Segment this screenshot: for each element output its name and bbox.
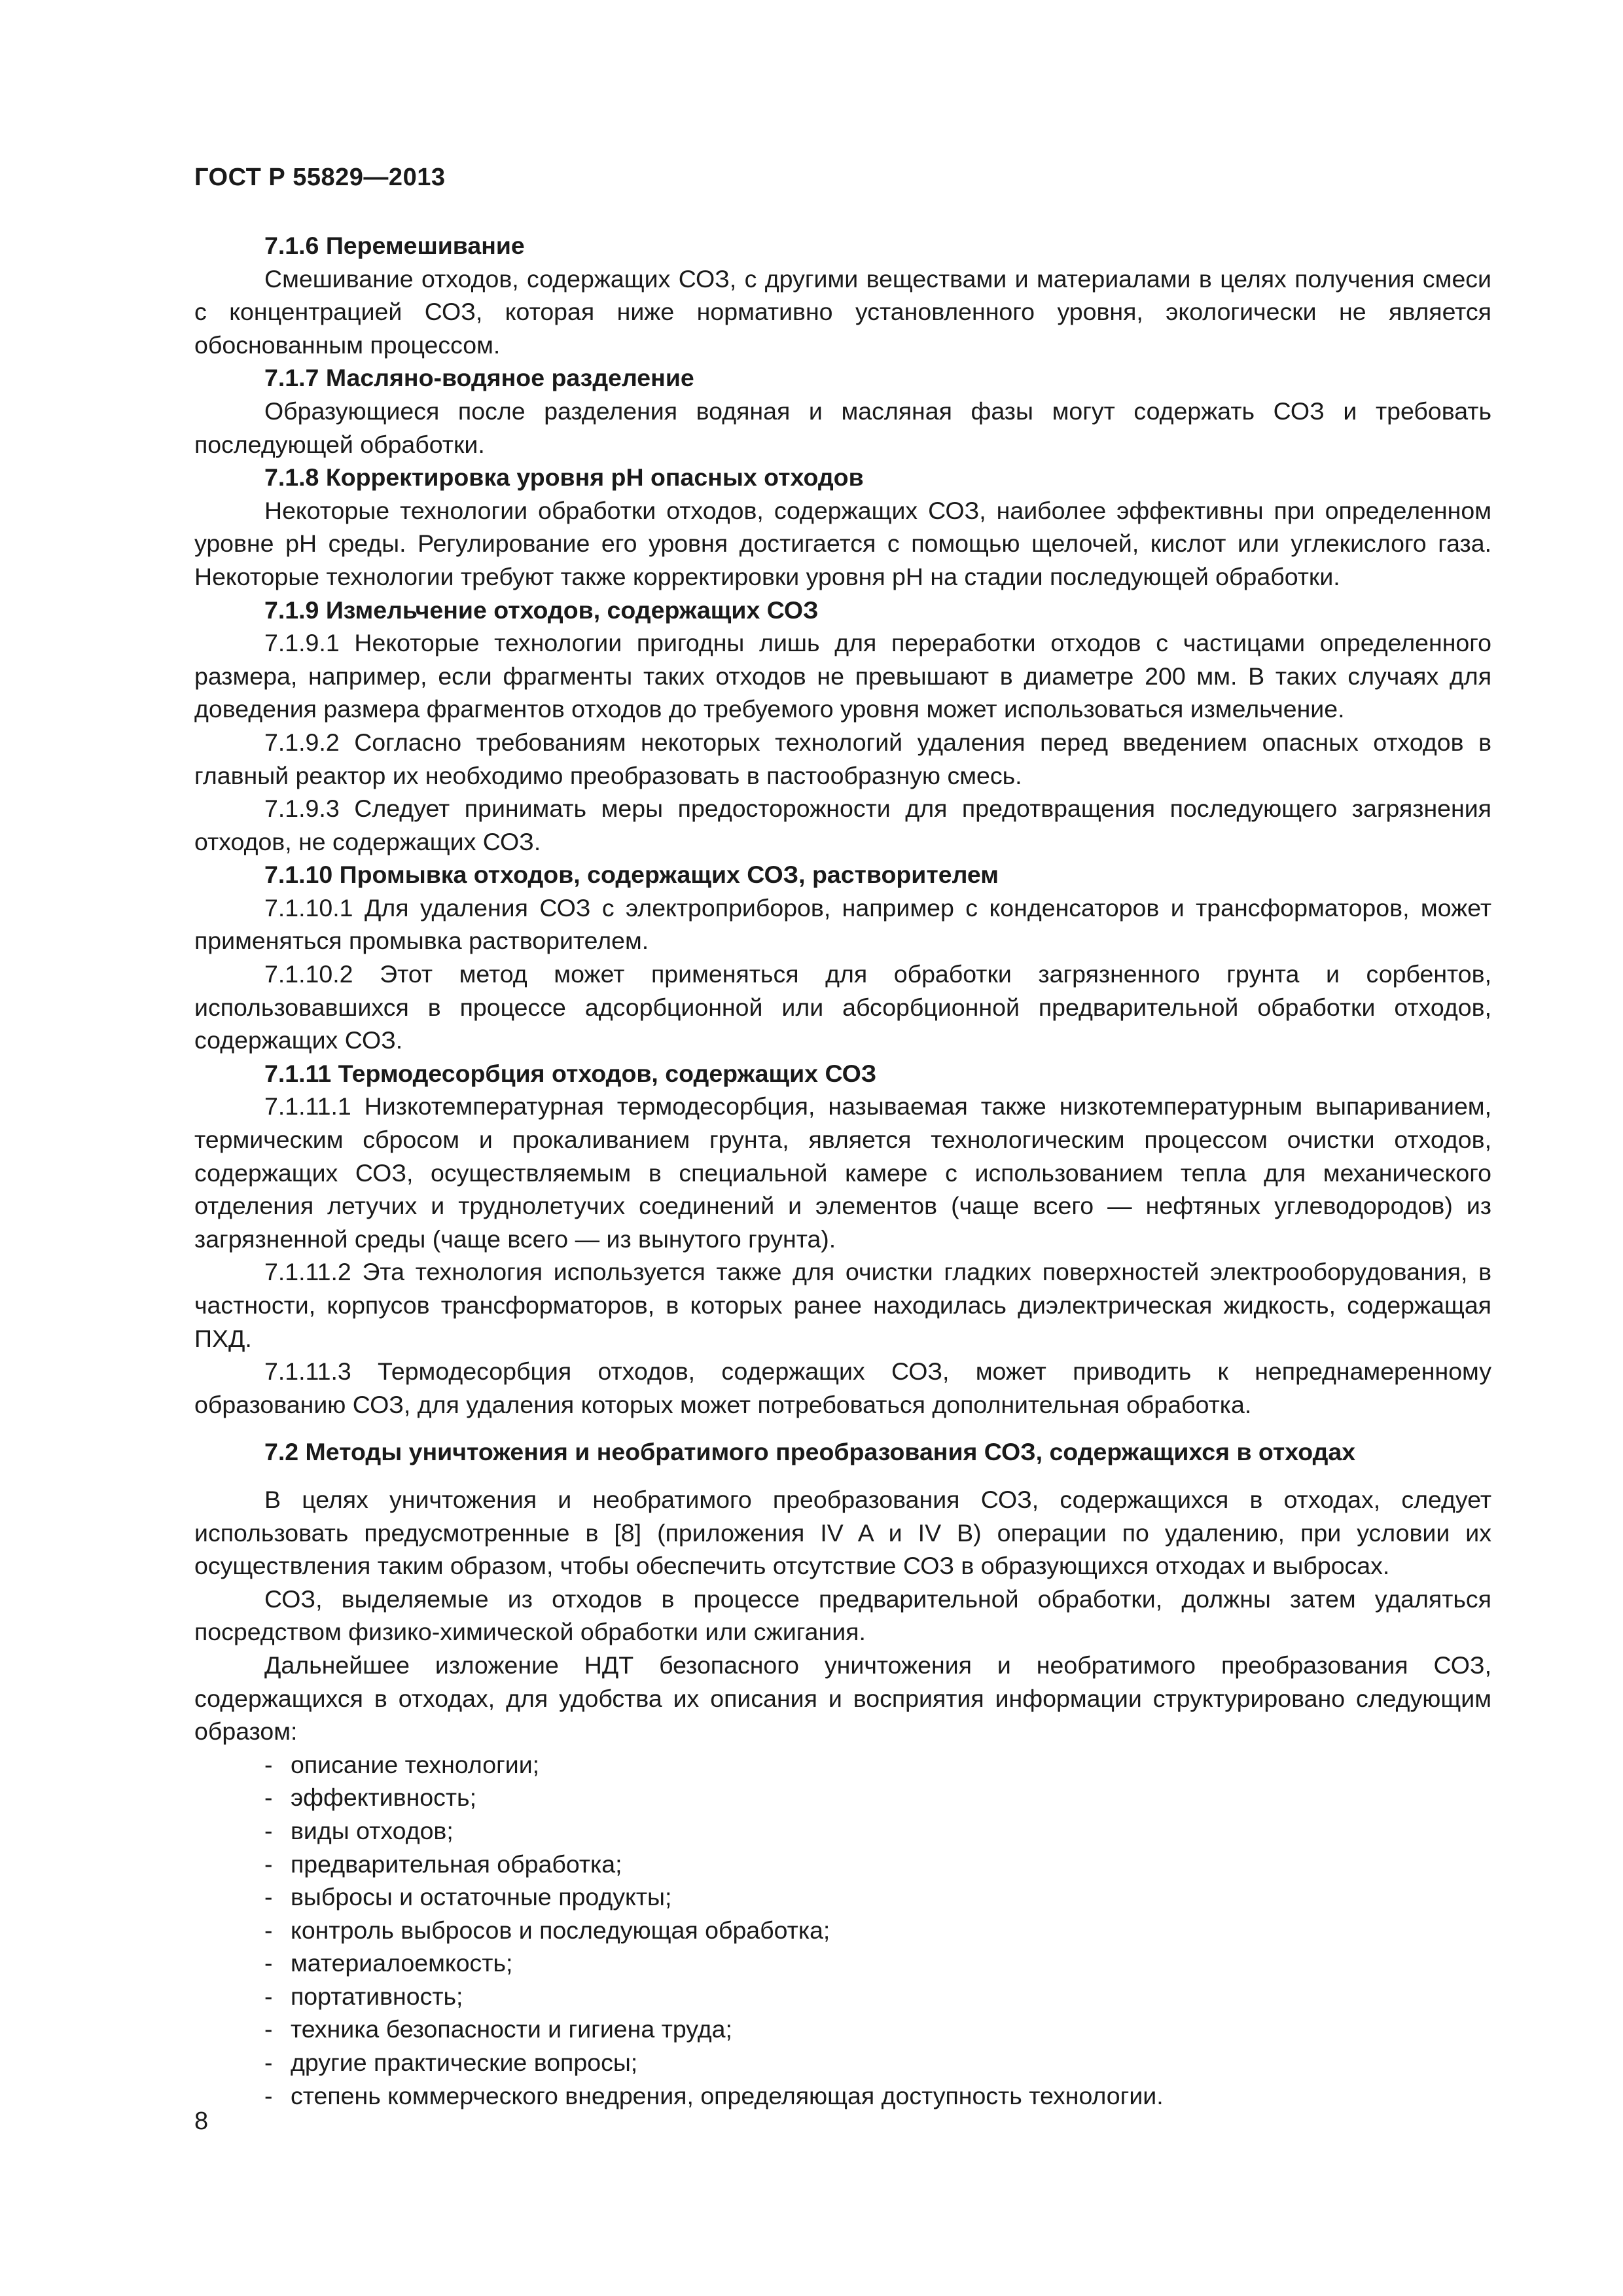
paragraph: 7.1.10.2 Этот метод может применяться для обработки загрязненного грунта и сорбентов, использовавшихся в процессе адсорбционной или абсорбционной предварительной обработки отходов, содержащих СОЗ.	[194, 960, 1491, 1054]
list-item: - портативность;	[264, 1980, 1491, 2013]
list-item: - эффективность;	[264, 1781, 1491, 1814]
paragraph: СОЗ, выделяемые из отходов в процессе предварительной обработки, должны затем удаляться посредством физико-химической обработки или сжигания.	[194, 1585, 1491, 1646]
section-heading-7-1-7: 7.1.7 Масляно-водяное разделение	[264, 364, 694, 392]
paragraph: Смешивание отходов, содержащих СОЗ, с другими веществами и материалами в целях получения смеси с концентрацией СОЗ, которая ниже нормативно установленного уровня, экологически не является обоснованным процессом.	[194, 264, 1491, 359]
paragraph: 7.1.11.3 Термодесорбция отходов, содержащих СОЗ, может приводить к непреднамеренному образованию СОЗ, для удаления которых может потребоваться дополнительная обработка.	[194, 1357, 1491, 1418]
list-item: - предварительная обработка;	[264, 1848, 1491, 1881]
paragraph: Образующиеся после разделения водяная и масляная фазы могут содержать СОЗ и требовать последующей обработки.	[194, 397, 1491, 458]
structure-list	[194, 1748, 1491, 2113]
paragraph: 7.1.9.2 Согласно требованиям некоторых технологий удаления перед введением опасных отходов в главный реактор их необходимо преобразовать в пастообразную смесь.	[194, 728, 1491, 789]
paragraph: В целях уничтожения и необратимого преобразования СОЗ, содержащихся в отходах, следует использовать предусмотренные в [8] (приложения IV A и IV B) операции по удалению, при условии их осуществления таким образом, чтобы обеспечить отсутствие СОЗ в образующихся отходах и выбросах.	[194, 1485, 1491, 1580]
document-code-header: ГОСТ Р 55829—2013	[194, 164, 446, 191]
list-item: - материалоемкость;	[264, 1946, 1491, 1980]
list-item: - другие практические вопросы;	[264, 2046, 1491, 2079]
list-item: - описание технологии;	[264, 1748, 1491, 1782]
paragraph: Дальнейшее изложение НДТ безопасного уничтожения и необратимого преобразования СОЗ, содержащихся в отходах, для удобства их описания и восприятия информации структурировано следующим образом:	[194, 1651, 1491, 1746]
list-item: - контроль выбросов и последующая обработка;	[264, 1914, 1491, 1947]
paragraph: 7.1.11.2 Эта технология используется также для очистки гладких поверхностей электрооборудования, в частности, корпусов трансформаторов, в которых ранее находилась диэлектрическая жидкость, содержащая ПХД.	[194, 1258, 1491, 1352]
paragraph: Некоторые технологии обработки отходов, содержащих СОЗ, наиболее эффективны при определенном уровне pH среды. Регулирование его уровня достигается с помощью щелочей, кислот или углекислого газа. Некоторые технологии требуют также корректировки уровня pH на стадии последующей обработки.	[194, 496, 1491, 590]
paragraph: 7.1.9.3 Следует принимать меры предосторожности для предотвращения последующего загрязнения отходов, не содержащих СОЗ.	[194, 795, 1491, 855]
section-heading-7-1-8: 7.1.8 Корректировка уровня pH опасных отходов	[264, 463, 864, 492]
section-heading-7-1-6: 7.1.6 Перемешивание	[264, 232, 525, 259]
section-heading-7-1-9: 7.1.9 Измельчение отходов, содержащих СОЗ	[264, 596, 819, 624]
paragraph: 7.1.10.1 Для удаления СОЗ с электроприборов, например с конденсаторов и трансформаторов, может применяться промывка растворителем.	[194, 893, 1491, 955]
list-item: - степень коммерческого внедрения, определяющая доступность технологии.	[264, 2079, 1491, 2113]
page-number: 8	[194, 2108, 209, 2135]
list-item: - выбросы и остаточные продукты;	[264, 1880, 1491, 1914]
paragraph: 7.1.11.1 Низкотемпературная термодесорбция, называемая также низкотемпературным выпариванием, термическим сбросом и прокаливанием грунта, является технологическим процессом очистки отходов, содержащих СОЗ, осуществляемым в специальной камере с использованием тепла для механического отделения летучих и труднолетучих соединений и элементов (чаще всего — нефтяных углеводородов) из загрязненной среды (чаще всего — из вынутого грунта).	[194, 1092, 1491, 1253]
paragraph: 7.1.9.1 Некоторые технологии пригодны лишь для переработки отходов с частицами определенного размера, например, если фрагменты таких отходов не превышают в диаметре 200 мм. В таких случаях для доведения размера фрагментов отходов до требуемого уровня может использоваться измельчение.	[194, 629, 1491, 723]
section-heading-7-1-10: 7.1.10 Промывка отходов, содержащих СОЗ, растворителем	[264, 861, 999, 889]
page-body	[194, 229, 1491, 2112]
section-heading-7-2: 7.2 Методы уничтожения и необратимого преобразования СОЗ, содержащихся в отходах	[264, 1438, 1356, 1466]
list-item: - виды отходов;	[264, 1814, 1491, 1848]
list-item: - техника безопасности и гигиена труда;	[264, 2013, 1491, 2046]
section-heading-7-1-11: 7.1.11 Термодесорбция отходов, содержащих СОЗ	[264, 1059, 877, 1087]
